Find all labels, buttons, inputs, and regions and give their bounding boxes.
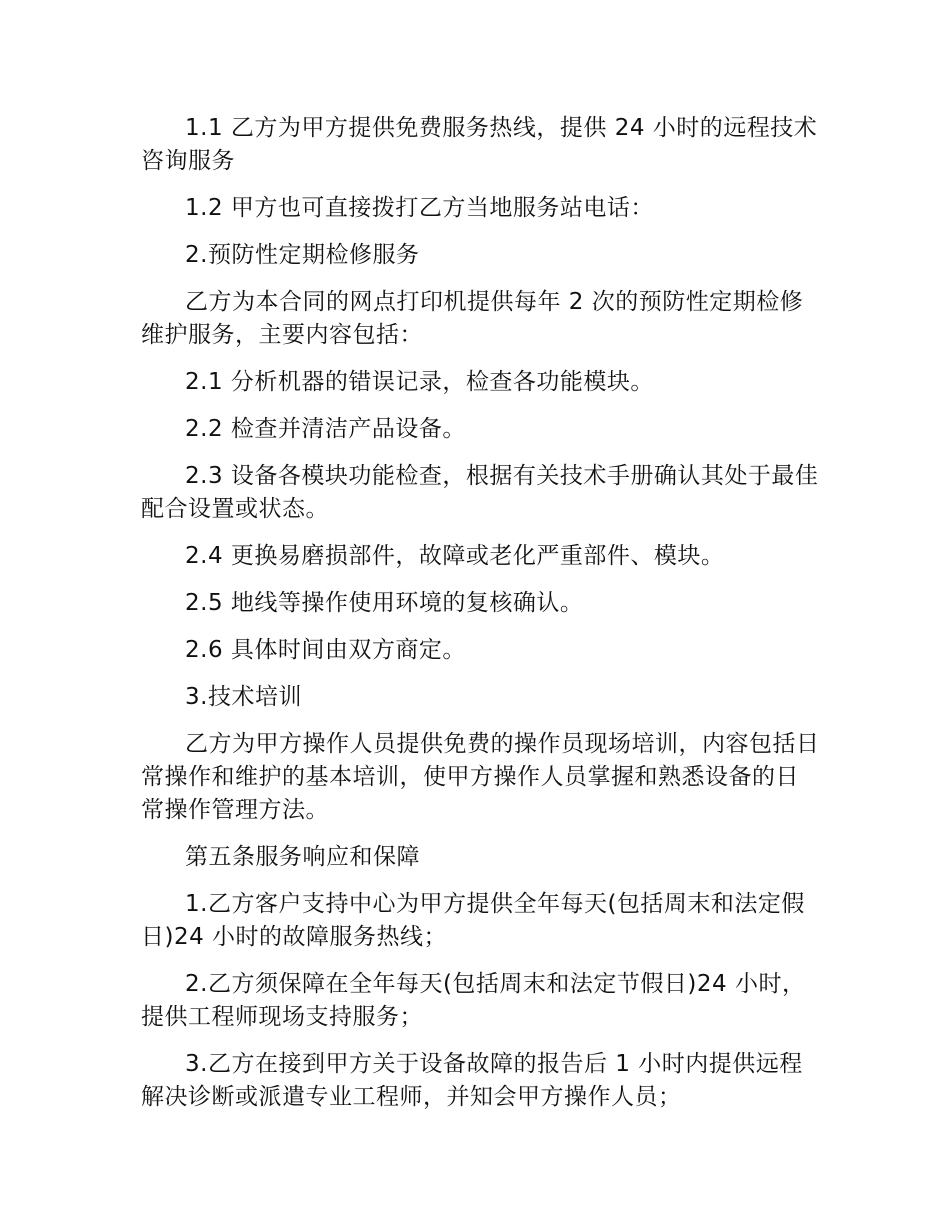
article-heading-5: 第五条服务响应和保障 — [185, 844, 420, 870]
section-heading-2: 2.预防性定期检修服务 — [185, 242, 420, 268]
paragraph-2-3: 2.3 设备各模块功能检查，根据有关技术手册确认其处于最佳配合设置或状态。 — [141, 463, 819, 522]
paragraph-2-intro: 乙方为本合同的网点打印机提供每年 2 次的预防性定期检修维护服务，主要内容包括： — [141, 289, 804, 348]
section-heading-3: 3.技术培训 — [185, 684, 302, 710]
paragraph-2-2: 2.2 检查并清洁产品设备。 — [185, 416, 466, 442]
paragraph-2-6: 2.6 具体时间由双方商定。 — [185, 637, 466, 663]
paragraph-5-1: 1.乙方客户支持中心为甲方提供全年每天(包括周末和法定假日)24 小时的故障服务热线； — [141, 891, 805, 950]
paragraph-3-body: 乙方为甲方操作人员提供免费的操作员现场培训，内容包括日常操作和维护的基本培训，使甲方操作人员掌握和熟悉设备的日常操作管理方法。 — [141, 731, 820, 823]
paragraph-2-4: 2.4 更换易磨损部件，故障或老化严重部件、模块。 — [185, 543, 725, 569]
paragraph-2-1: 2.1 分析机器的错误记录，检查各功能模块。 — [185, 369, 654, 395]
paragraph-5-2: 2.乙方须保障在全年每天(包括周末和法定节假日)24 小时，提供工程师现场支持服务； — [141, 971, 806, 1030]
paragraph-2-5: 2.5 地线等操作使用环境的复核确认。 — [185, 590, 584, 616]
document-body — [141, 112, 821, 1128]
paragraph-1-2: 1.2 甲方也可直接拨打乙方当地服务站电话： — [185, 195, 654, 221]
paragraph-1-1: 1.1 乙方为甲方提供免费服务热线，提供 24 小时的远程技术咨询服务 — [141, 115, 818, 174]
paragraph-5-3: 3.乙方在接到甲方关于设备故障的报告后 1 小时内提供远程解决诊断或派遣专业工程师，并知会甲方操作人员； — [141, 1051, 803, 1110]
